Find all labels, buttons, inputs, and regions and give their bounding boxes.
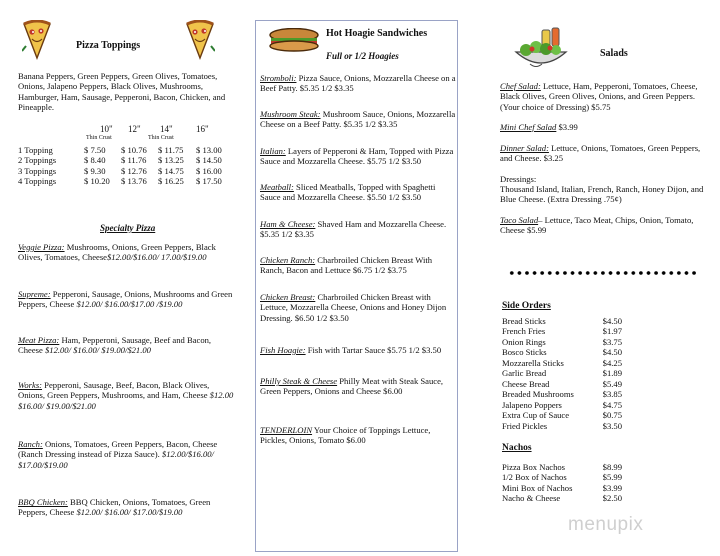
specialty-item xyxy=(18,497,238,518)
item-desc: Mushrooms, Onions, Green Peppers, Black Olives, Tomatoes, Cheese xyxy=(18,242,216,263)
specialty-item xyxy=(18,439,238,470)
price-cell: $ 11.75 xyxy=(158,145,184,155)
item-price: $1.97 xyxy=(602,326,622,337)
price-cell: $ 13.00 xyxy=(196,145,222,155)
item-name: Bosco Sticks xyxy=(502,347,547,358)
side-orders-heading: Side Orders xyxy=(502,301,551,311)
size-header-14: 14" xyxy=(160,124,173,134)
item-price: $4.75 xyxy=(602,399,622,410)
item-name: Mini Box of Nachos xyxy=(502,482,573,493)
table-row xyxy=(502,410,622,420)
price-cell: $ 14.75 xyxy=(158,165,184,176)
item-name: BBQ Chicken: xyxy=(18,497,68,507)
price-cell: $ 12.76 xyxy=(121,165,147,176)
specialty-pizza-heading: Specialty Pizza xyxy=(100,223,156,233)
item-name: Dinner Salad: xyxy=(500,143,549,153)
hoagie-item xyxy=(260,146,456,167)
price-cell: $ 10.20 xyxy=(84,176,110,187)
item-desc: Onions, Tomatoes, Green Peppers, Bacon, Cheese (Ranch Dressing instead of Pizza Sauce). xyxy=(18,439,218,460)
pizza-toppings-heading: Pizza Toppings xyxy=(76,40,141,51)
item-price: $8.99 xyxy=(602,462,622,472)
salad-item xyxy=(500,143,705,164)
item-desc: $3.99 xyxy=(556,122,578,132)
item-price: $3.50 xyxy=(602,420,622,431)
crust-label: Thin Crust xyxy=(148,135,174,141)
row-label: 3 Toppings xyxy=(18,165,57,176)
item-name: Pizza Box Nachos xyxy=(502,462,566,472)
price-cell: $ 9.30 xyxy=(84,165,106,176)
item-name: Veggie Pizza: xyxy=(18,242,65,252)
crust-label: Thin Crust xyxy=(86,135,112,141)
item-name: Works: xyxy=(18,380,43,390)
salad-item xyxy=(500,215,705,236)
item-name: Onion Rings xyxy=(502,336,546,347)
item-desc: Philly Meat with Steak Sauce, Green Peppers, Onions and Cheese $6.00 xyxy=(260,376,444,397)
item-desc: Charbroiled Chicken Breast With Ranch, Bacon and Lettuce $6.75 1/2 $3.75 xyxy=(260,255,433,276)
specialty-item xyxy=(18,380,238,411)
nachos-heading: Nachos xyxy=(502,443,532,453)
item-name: Cheese Bread xyxy=(502,378,550,389)
row-label: 2 Toppings xyxy=(18,155,57,166)
table-row xyxy=(18,155,222,165)
item-name: TENDERLOIN xyxy=(260,425,313,435)
item-desc: Pepperoni, Sausage, Beef, Bacon, Black Olives, Onions, Green Peppers, Mushrooms, and Ham, Cheese xyxy=(18,380,210,401)
table-row xyxy=(502,358,622,368)
table-row xyxy=(502,347,622,357)
dressings-list: Thousand Island, Italian, French, Ranch, Honey Dijon, and Blue Cheese. (Extra Dressing .75¢) xyxy=(500,184,704,205)
item-price: $12.00/ $16.00/$17.00 /$19.00 xyxy=(76,299,183,310)
specialty-item xyxy=(18,242,238,263)
item-price: $12.00/$16.00/ 17.00/$19.00 xyxy=(106,252,207,263)
item-desc: Charbroiled Chicken Breast with Lettuce, Mozzarella Cheese, Onions and Honey Dijon Dressing. $6.50 1/2 $3.50 xyxy=(260,292,447,323)
dressings-label: Dressings: xyxy=(500,174,537,184)
item-name: Mushroom Steak: xyxy=(260,109,321,119)
item-name: Garlic Bread xyxy=(502,368,547,379)
item-name: Extra Cup of Sauce xyxy=(502,410,570,421)
item-name: Ham & Cheese: xyxy=(260,219,316,229)
item-price: $4.50 xyxy=(602,316,622,326)
item-name: Nacho & Cheese xyxy=(502,493,561,504)
price-cell: $ 13.25 xyxy=(158,155,184,166)
item-name: Chicken Breast: xyxy=(260,292,316,302)
hoagie-item xyxy=(260,255,456,276)
item-desc: Fish with Tartar Sauce $5.75 1/2 $3.50 xyxy=(305,345,442,355)
item-name: Mini Chef Salad xyxy=(500,122,557,132)
table-row xyxy=(502,337,622,347)
table-row xyxy=(502,493,622,503)
hoagie-item xyxy=(260,376,456,397)
item-price: $4.50 xyxy=(602,347,622,358)
item-price: $0.75 xyxy=(602,410,622,421)
section-divider xyxy=(508,270,698,276)
item-name: Ranch: xyxy=(18,439,43,449)
item-desc: BBQ Chicken, Onions, Tomatoes, Green Peppers, Cheese xyxy=(18,497,211,518)
item-desc: Sliced Meatballs, Topped with Spaghetti Sauce and Mozzarella Cheese. $5.50 1/2 $3.50 xyxy=(260,182,436,203)
specialty-item xyxy=(18,289,238,310)
price-cell: $ 14.50 xyxy=(196,155,222,166)
item-name: Meatball: xyxy=(260,182,294,192)
hoagie-subheading: Full or 1/2 Hoagies xyxy=(326,51,399,61)
pizza-price-table xyxy=(18,145,222,187)
item-desc: Pizza Sauce, Onions, Mozzarella Cheese on a Beef Patty. $5.35 1/2 $3.35 xyxy=(260,73,456,94)
pizza-slice-icon xyxy=(22,20,52,60)
item-desc: Lettuce, Onions, Tomatoes, Green Peppers, and Cheese. $3.25 xyxy=(500,143,701,164)
size-header-10: 10" xyxy=(100,124,113,134)
pizza-slice-icon xyxy=(185,20,215,60)
hoagie-item xyxy=(260,292,456,323)
item-desc: Ham, Pepperoni, Sausage, Beef and Bacon, Cheese xyxy=(18,335,212,356)
item-price: $5.99 xyxy=(602,472,622,483)
hoagie-item xyxy=(260,182,456,203)
item-name: Meat Pizza: xyxy=(18,335,60,345)
item-name: Taco Salad xyxy=(500,215,539,225)
item-name: Philly Steak & Cheese xyxy=(260,376,338,386)
table-row xyxy=(18,166,222,176)
item-desc: Layers of Pepperoni & Ham, Topped with Pizza Sauce and Mozzarella Cheese. $5.75 1/2 $3.50 xyxy=(260,146,454,167)
hoagie-section-border xyxy=(255,20,458,552)
hoagie-sandwich-icon xyxy=(268,28,320,52)
item-name: Bread Sticks xyxy=(502,316,546,326)
item-name: 1/2 Box of Nachos xyxy=(502,472,567,483)
item-price: $12.00/ $16.00/ $17.00/$19.00 xyxy=(76,507,183,518)
table-row xyxy=(502,483,622,493)
item-price: $3.85 xyxy=(602,389,622,400)
item-name: Jalapeno Poppers xyxy=(502,399,562,410)
price-cell: $ 16.25 xyxy=(158,176,184,187)
item-desc: Pepperoni, Sausage, Onions, Mushrooms and Green Peppers, Cheese xyxy=(18,289,233,310)
hoagie-item xyxy=(260,109,456,130)
hoagie-heading: Hot Hoagie Sandwiches xyxy=(326,28,428,39)
item-name: Breaded Mushrooms xyxy=(502,389,574,400)
specialty-item xyxy=(18,335,238,356)
salads-heading: Salads xyxy=(600,48,628,59)
salad-item xyxy=(500,81,705,112)
item-price: $3.75 xyxy=(602,336,622,347)
table-row xyxy=(502,389,622,399)
item-name: French Fries xyxy=(502,326,546,337)
table-row xyxy=(18,176,222,186)
item-name: Stromboli: xyxy=(260,73,297,83)
item-desc: Lettuce, Ham, Pepperoni, Tomatoes, Cheese, Black Olives, Green Olives, Onions, and Green Peppers. (Your choice of Dressing) $5.75 xyxy=(500,81,698,112)
price-cell: $ 16.00 xyxy=(196,165,222,176)
item-desc: Mushroom Sauce, Onions, Mozzarella Cheese on a Beef Patty. $5.35 1/2 $3.35 xyxy=(260,109,456,130)
hoagie-item xyxy=(260,345,456,355)
table-row xyxy=(502,421,622,431)
price-cell: $ 10.76 xyxy=(121,145,147,155)
side-orders-table xyxy=(502,316,622,431)
item-price: $12.00/ $16.00/ $19.00/$21.00 xyxy=(44,345,151,356)
item-name: Italian: xyxy=(260,146,286,156)
size-header-16: 16" xyxy=(196,124,209,134)
menupix-watermark: menupix xyxy=(568,514,644,535)
price-cell: $ 7.50 xyxy=(84,145,106,155)
item-price: $4.25 xyxy=(602,357,622,368)
price-cell: $ 13.76 xyxy=(121,176,147,187)
salad-item xyxy=(500,122,705,132)
row-label: 4 Toppings xyxy=(18,176,57,187)
table-row xyxy=(18,145,222,155)
item-name: Mozzarella Sticks xyxy=(502,357,564,368)
item-desc: Your Choice of Toppings Lettuce, Pickles, Onions, Tomato $6.00 xyxy=(260,425,431,446)
table-row xyxy=(502,326,622,336)
size-header-12: 12" xyxy=(128,124,141,134)
item-price: $12.00/$16.00/ $17.00/$19.00 xyxy=(18,449,214,470)
price-cell: $ 11.76 xyxy=(121,155,147,166)
table-row xyxy=(502,472,622,482)
item-price: $2.50 xyxy=(602,493,622,504)
item-name: Chef Salad: xyxy=(500,81,541,91)
table-row xyxy=(502,368,622,378)
table-row xyxy=(502,379,622,389)
table-row xyxy=(502,400,622,410)
hoagie-item xyxy=(260,73,456,94)
hoagie-item xyxy=(260,425,456,446)
item-price: $3.99 xyxy=(602,482,622,493)
item-desc: Shaved Ham and Mozzarella Cheese. $5.35 1/2 $3.35 xyxy=(260,219,447,240)
table-row xyxy=(502,316,622,326)
salad-bowl-icon xyxy=(512,26,570,74)
item-desc: – Lettuce, Taco Meat, Chips, Onion, Tomato, Cheese $5.99 xyxy=(500,215,694,236)
item-price: $12.00 $16.00/ $19.00/$21.00 xyxy=(18,390,234,411)
table-row xyxy=(502,462,622,472)
item-name: Fish Hoagie: xyxy=(260,345,306,355)
nachos-table xyxy=(502,462,622,504)
item-name: Supreme: xyxy=(18,289,51,299)
item-price: $1.89 xyxy=(602,368,622,379)
hoagie-item xyxy=(260,219,456,240)
price-cell: $ 8.40 xyxy=(84,155,106,166)
row-label: 1 Topping xyxy=(18,145,53,155)
price-cell: $ 17.50 xyxy=(196,176,222,187)
item-price: $5.49 xyxy=(602,378,622,389)
toppings-list: Banana Peppers, Green Peppers, Green Olives, Tomatoes, Onions, Jalapeno Peppers, Black Olives, Mushrooms, Hamburger, Ham, Sausage, Pepperoni, Bacon, Chicken, and Pineapple. xyxy=(18,71,226,112)
item-name: Chicken Ranch: xyxy=(260,255,316,265)
item-name: Fried Pickles xyxy=(502,420,548,431)
